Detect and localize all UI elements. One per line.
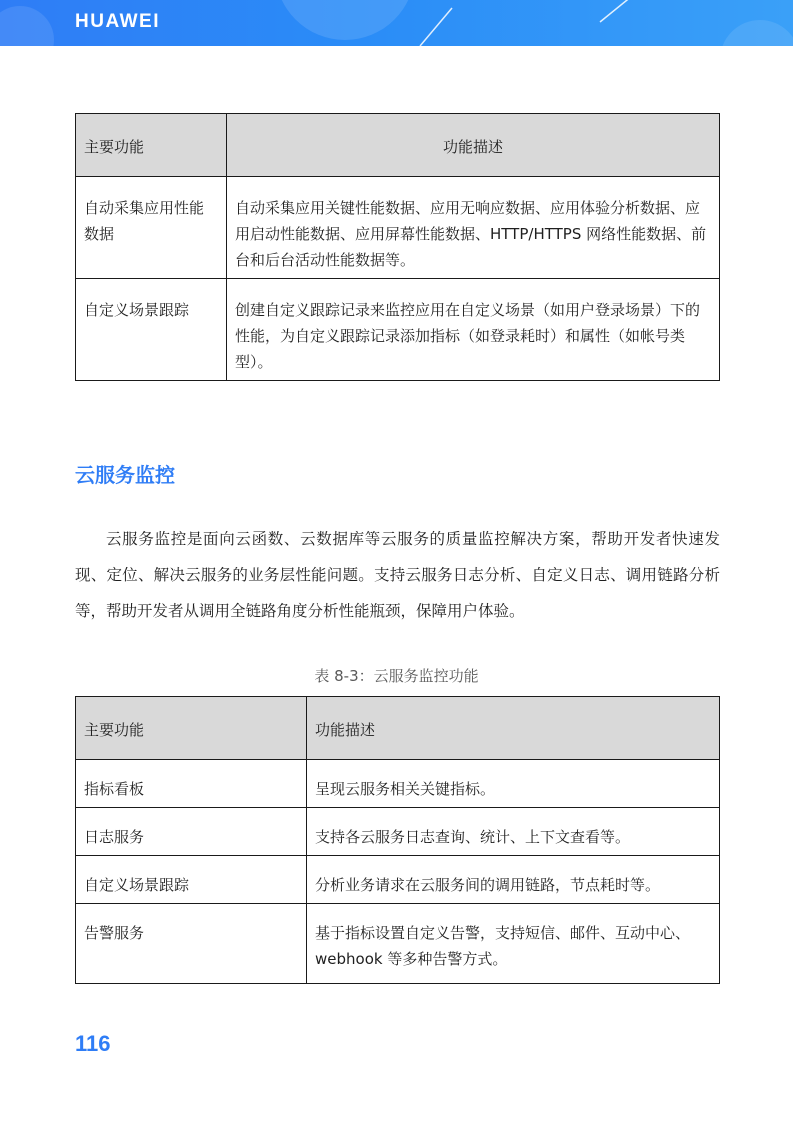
table-header-row: [76, 114, 720, 177]
table-header-cell: 主要功能: [76, 114, 227, 177]
feature-cell: 日志服务: [76, 808, 307, 856]
description-cell: 创建自定义跟踪记录来监控应用在自定义场景（如用户登录场景）下的性能，为自定义跟踪记录添加指标（如登录耗时）和属性（如帐号类型）。: [227, 279, 720, 381]
table-row: [76, 904, 720, 984]
section-title: 云服务监控: [75, 463, 175, 487]
description-cell: 自动采集应用关键性能数据、应用无响应数据、应用体验分析数据、应用启动性能数据、应用屏幕性能数据、HTTP/HTTPS 网络性能数据、前台和后台活动性能数据等。: [227, 177, 720, 279]
page-header: [0, 0, 793, 46]
brand-logo: HUAWEI: [75, 11, 160, 32]
table-row: [76, 760, 720, 808]
cloud-monitoring-table: [75, 696, 720, 984]
table-row: [76, 177, 720, 279]
description-cell: 呈现云服务相关关键指标。: [307, 760, 720, 808]
feature-cell: 指标看板: [76, 760, 307, 808]
table-row: [76, 856, 720, 904]
feature-cell: 自动采集应用性能数据: [76, 177, 227, 279]
table-row: [76, 808, 720, 856]
table-header-cell: 主要功能: [76, 697, 307, 760]
table-header-cell: 功能描述: [307, 697, 720, 760]
feature-cell: 告警服务: [76, 904, 307, 984]
page-number: 116: [75, 1031, 111, 1056]
feature-cell: 自定义场景跟踪: [76, 279, 227, 381]
description-cell: 支持各云服务日志查询、统计、上下文查看等。: [307, 808, 720, 856]
feature-cell: 自定义场景跟踪: [76, 856, 307, 904]
description-cell: 基于指标设置自定义告警，支持短信、邮件、互动中心、webhook 等多种告警方式。: [307, 904, 720, 984]
app-performance-table: [75, 113, 720, 381]
description-cell: 分析业务请求在云服务间的调用链路，节点耗时等。: [307, 856, 720, 904]
table-header-row: [76, 697, 720, 760]
table-header-cell: 功能描述: [227, 114, 720, 177]
section-paragraph: 云服务监控是面向云函数、云数据库等云服务的质量监控解决方案，帮助开发者快速发现、定位、解决云服务的业务层性能问题。支持云服务日志分析、自定义日志、调用链路分析等，帮助开发者从调用全链路角度分析性能瓶颈，保障用户体验。: [75, 530, 720, 620]
table-row: [76, 279, 720, 381]
table-caption: 表 8-3：云服务监控功能: [314, 667, 479, 685]
